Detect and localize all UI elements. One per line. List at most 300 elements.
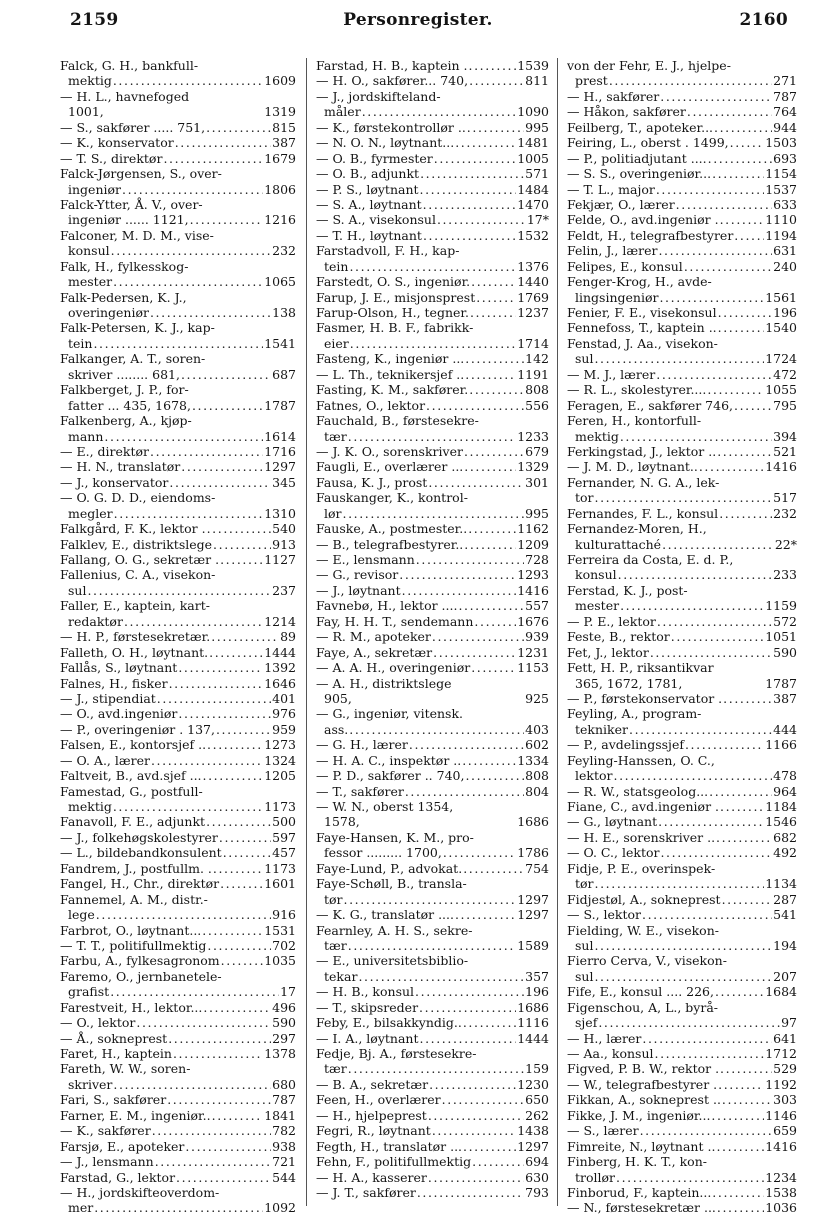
register-entry [567, 506, 797, 521]
entry-text: — T. L., major [567, 181, 655, 197]
leader-dots [122, 182, 263, 197]
entry-text: — L. Th., teknikersjef .. [316, 366, 465, 382]
page-reference: 17* [526, 212, 549, 228]
entry-text: Favnebø, H., lektor .... [316, 598, 458, 614]
register-entry [567, 320, 797, 335]
page-reference: 1230 [517, 1076, 549, 1092]
register-entry [60, 645, 296, 660]
leader-dots [181, 367, 271, 382]
register-entry [60, 1123, 296, 1138]
register-entry [316, 259, 549, 274]
register-entry: Feyling, A., program- [567, 706, 702, 722]
leader-dots [595, 490, 773, 505]
page-reference: 1154 [765, 166, 797, 182]
leader-dots [432, 1123, 516, 1138]
register-entry [567, 1170, 797, 1185]
register-entry [316, 475, 549, 490]
page-reference: 590 [272, 1015, 296, 1031]
page-reference: 345 [272, 474, 296, 490]
register-entry [60, 706, 296, 721]
leader-dots [716, 830, 772, 845]
entry-text: Fennefoss, T., kaptein .. [567, 320, 717, 336]
entry-text: Farbu, A., fylkesagronom [60, 953, 220, 969]
leader-dots [206, 814, 271, 829]
leader-dots [178, 660, 263, 675]
page-reference: 1684 [765, 984, 797, 1000]
register-entry [316, 398, 549, 413]
page-reference: 650 [525, 1092, 549, 1108]
entry-text: — S., lektor [567, 907, 642, 923]
entry-text: — K., førstekontrollør .. [316, 119, 466, 135]
register-entry [567, 784, 797, 799]
register-entry [567, 567, 797, 582]
leader-dots [202, 923, 263, 938]
page-reference: 1484 [517, 181, 549, 197]
register-entry: Fedje, Bj. A., førstesekre- [316, 1046, 477, 1061]
register-entry [60, 676, 296, 691]
page-reference: 1191 [517, 366, 549, 382]
leader-dots [723, 691, 772, 706]
leader-dots [463, 1015, 516, 1030]
page-reference: 916 [272, 907, 296, 923]
page-reference: 1376 [517, 258, 549, 274]
entry-text: — K. G., translatør .... [316, 907, 454, 923]
page-reference: 938 [272, 1138, 296, 1154]
entry-text: — J. T., sakfører [316, 1184, 416, 1200]
leader-dots [420, 1031, 517, 1046]
leader-dots [428, 1170, 524, 1185]
entry-text: Fimreite, N., løytnant .. [567, 1138, 716, 1154]
leader-dots [464, 537, 516, 552]
register-entry [567, 938, 797, 953]
leader-dots [349, 722, 524, 737]
register-entry [60, 429, 296, 444]
page-reference: 1541 [264, 335, 296, 351]
register-entry [567, 259, 797, 274]
leader-dots [358, 969, 524, 984]
entry-text: — P. S., løytnant [316, 181, 419, 197]
entry-text: Faugli, E., overlærer ... [316, 459, 464, 475]
entry-text: Fife, E., konsul .... 226, [567, 984, 714, 1000]
page-reference: 517 [773, 490, 797, 506]
register-entry [567, 290, 797, 305]
leader-dots [213, 537, 271, 552]
page-reference: 1329 [517, 459, 549, 475]
entry-text: Feiring, L., oberst . 1499, [567, 135, 729, 151]
entry-text: tær [324, 937, 347, 953]
leader-dots [173, 1046, 263, 1061]
page-reference: 1090 [517, 104, 549, 120]
leader-dots [433, 645, 516, 660]
entry-text: trollør [575, 1169, 616, 1185]
entry-text: tein [68, 335, 93, 351]
register-entry [316, 429, 549, 444]
register-entry: Falk-Petersen, K. J., kap- [60, 320, 215, 336]
entry-text: Feby, E., bilsakkyndig.. [316, 1015, 462, 1031]
leader-dots [685, 737, 764, 752]
register-entry [60, 629, 296, 644]
leader-dots [350, 336, 516, 351]
register-entry [316, 1092, 549, 1107]
leader-dots [614, 768, 773, 783]
page-reference: 1676 [517, 613, 549, 629]
entry-text: lør [324, 505, 342, 521]
register-entry [60, 845, 296, 860]
leader-dots [660, 89, 772, 104]
entry-text: Fay, H. H. T., sendemann [316, 613, 474, 629]
register-entry [316, 506, 549, 521]
entry-text: — Å., sokneprest [60, 1030, 168, 1046]
page-reference: 702 [272, 937, 296, 953]
page-reference: 1716 [264, 443, 296, 459]
entry-text: Fanavoll, F. E., adjunkt [60, 814, 206, 830]
entry-text: Fikkan, A., sokneprest .. [567, 1092, 721, 1108]
register-entry [316, 969, 549, 984]
entry-text: Faret, H., kaptein [60, 1046, 172, 1061]
page-reference: 1769 [517, 289, 549, 305]
entry-text: Falklev, E., distriktslege [60, 536, 213, 552]
entry-text: — H., lærer [567, 1030, 642, 1046]
entry-text: Fauske, A., postmester.. [316, 521, 468, 537]
entry-text: — S. A., løytnant [316, 196, 422, 212]
page-reference: 1679 [264, 150, 296, 166]
page-reference: 925 [525, 690, 549, 706]
entry-text: tær [324, 428, 347, 444]
entry-text: mester [575, 598, 620, 614]
register-entry: Farstadvoll, F. H., kap- [316, 243, 460, 259]
entry-text: 1001, [68, 104, 104, 120]
leader-dots [343, 506, 525, 521]
entry-text: — P., førstekonservator . [567, 690, 723, 706]
entry-text: — P., avdelingssjef [567, 737, 684, 753]
register-entry [60, 753, 296, 768]
page-reference: 787 [773, 88, 797, 104]
leader-dots [472, 1154, 524, 1169]
leader-dots [722, 1092, 772, 1107]
page-reference: 1646 [264, 675, 296, 691]
page-reference: 1481 [517, 135, 549, 151]
entry-text: fatter ... 435, 1678, [68, 397, 191, 413]
register-entry [567, 768, 797, 783]
page-reference: 1233 [517, 428, 549, 444]
entry-text: — T. T., politifullmektig [60, 937, 207, 953]
register-entry [60, 444, 296, 459]
leader-dots [455, 907, 516, 922]
page-reference: 1561 [765, 289, 797, 305]
register-entry [60, 923, 296, 938]
leader-dots [423, 197, 517, 212]
entry-text: Feldt, H., telegrafbestyrer [567, 227, 734, 243]
register-entry: — A. H., distriktslege [316, 675, 452, 691]
register-entry [60, 938, 296, 953]
leader-dots [437, 212, 526, 227]
register-entry [567, 799, 797, 814]
register-entry [567, 429, 797, 444]
page-reference: 764 [773, 104, 797, 120]
leader-dots [219, 830, 271, 845]
register-entry [316, 907, 549, 922]
page-reference: 1601 [264, 876, 296, 892]
leader-dots [714, 120, 772, 135]
page-reference: 1159 [765, 598, 797, 614]
register-entry [316, 1000, 549, 1015]
leader-dots [203, 1000, 271, 1015]
register-entry: Fauskanger, K., kontrol- [316, 490, 468, 506]
register-entry: Falkanger, A. T., soren- [60, 351, 206, 367]
page-reference: 572 [773, 613, 797, 629]
leader-dots [620, 429, 772, 444]
entry-text: — G. H., lærer [316, 737, 408, 753]
page-reference: 138 [272, 305, 296, 320]
page-reference: 976 [272, 706, 296, 722]
page-reference: 795 [773, 397, 797, 413]
leader-dots [169, 676, 264, 691]
leader-dots [650, 645, 772, 660]
register-entry [316, 722, 549, 737]
register-entry: Fierro Cerva, V., visekon- [567, 953, 727, 969]
leader-dots [415, 984, 524, 999]
register-entry: Falk-Pedersen, K. J., [60, 289, 187, 305]
entry-text: Fausa, K. J., prost [316, 474, 428, 490]
leader-dots [221, 953, 264, 968]
register-entry [567, 876, 797, 891]
leader-dots [402, 583, 517, 598]
entry-text: Faye-Lund, P., advokat. [316, 860, 463, 876]
page-reference: 1214 [264, 613, 296, 629]
page-reference: 1231 [517, 644, 549, 660]
register-entry: Falck-Jørgensen, S., over- [60, 166, 222, 182]
leader-dots [655, 1046, 765, 1061]
page-reference: 142 [525, 351, 549, 367]
page-reference: 939 [525, 629, 549, 645]
leader-dots [348, 1061, 524, 1076]
page-reference: 1416 [765, 459, 797, 475]
entry-text: — J. M. D., løytnant.. [567, 459, 698, 475]
leader-dots [642, 1031, 772, 1046]
register-entry [567, 490, 797, 505]
leader-dots [420, 166, 524, 181]
entry-text: Finborud, F., kaptein... [567, 1184, 712, 1200]
entry-text: Fatnes, O., lektor [316, 397, 426, 413]
entry-text: — L., bildebandkonsulent [60, 845, 222, 861]
register-entry [567, 151, 797, 166]
register-entry [567, 444, 797, 459]
register-entry [60, 691, 296, 706]
leader-dots [458, 598, 524, 613]
page-reference: 1538 [765, 1184, 797, 1200]
page-reference: 687 [272, 366, 296, 382]
register-entry: Feyling-Hanssen, O. C., [567, 752, 715, 768]
entry-text: Fenier, F. E., visekonsul [567, 305, 717, 320]
leader-dots [220, 876, 263, 891]
leader-dots [715, 984, 764, 999]
page-reference: 1209 [517, 536, 549, 552]
entry-text: mektig [575, 428, 619, 444]
leader-dots [216, 722, 271, 737]
register-entry: Fallenius, C. A., visekon- [60, 567, 216, 583]
page-reference: 387 [272, 135, 296, 151]
page-reference: 1184 [765, 799, 797, 814]
register-entry [316, 1139, 549, 1154]
entry-text: redaktør [68, 613, 123, 629]
page-reference: 472 [773, 366, 797, 382]
page-reference: 1293 [517, 567, 549, 583]
page-reference: 1055 [765, 382, 797, 398]
page-reference: 694 [525, 1154, 549, 1170]
entry-text: — H. E., sorenskriver .. [567, 829, 716, 845]
register-entry [567, 135, 797, 150]
entry-text: Feilberg, T., apoteker... [567, 119, 714, 135]
entry-text: — P., politiadjutant .... [567, 150, 707, 166]
page-reference: 721 [272, 1154, 296, 1170]
register-entry: Fidje, P. E., overinspek- [567, 860, 716, 876]
leader-dots [687, 104, 772, 119]
register-entry [60, 660, 296, 675]
page-reference: 1589 [517, 937, 549, 953]
leader-dots [207, 521, 272, 536]
register-entry [60, 1200, 296, 1215]
register-entry [60, 367, 296, 382]
entry-text: — J., folkehøgskolestyrer [60, 829, 218, 845]
leader-dots [708, 151, 773, 166]
page-reference: 556 [525, 397, 549, 413]
entry-text: Falkgård, F. K., lektor . [60, 521, 206, 537]
page-reference: 682 [773, 829, 797, 845]
page-reference: 1092 [264, 1200, 296, 1216]
register-entry [567, 1139, 797, 1154]
entry-text: — R. L., skolestyrer.... [567, 382, 707, 398]
page-reference: 693 [773, 150, 797, 166]
entry-text: — J., løytnant [316, 582, 401, 598]
register-entry [316, 1123, 549, 1138]
register-entry: Finberg, H. K. T., kon- [567, 1154, 707, 1170]
entry-text: eier [324, 335, 349, 351]
entry-text: Feen, H., overlærer [316, 1092, 441, 1108]
page-reference: 1297 [517, 891, 549, 907]
page-reference: 679 [525, 443, 549, 459]
leader-dots [699, 459, 764, 474]
page-reference: 597 [272, 829, 296, 845]
leader-dots [722, 892, 773, 907]
register-entry [60, 1031, 296, 1046]
leader-dots [432, 629, 524, 644]
register-entry [567, 614, 797, 629]
page-reference: 1444 [264, 644, 296, 660]
page-reference: 1036 [765, 1200, 797, 1216]
register-entry: Figenschou, A, L., byrå- [567, 999, 719, 1015]
page-reference: 233 [773, 567, 797, 583]
leader-dots [616, 1170, 764, 1185]
entry-text: — H. N., translatør [60, 459, 181, 475]
entry-text: Farbrot, O., løytnant... [60, 922, 202, 938]
leader-dots [443, 845, 516, 860]
entry-text: — H., sakfører [567, 88, 660, 104]
register-entry [60, 861, 296, 876]
entry-text: Farner, E. M., ingeniør.. [60, 1107, 211, 1123]
leader-dots [462, 753, 516, 768]
register-entry [316, 120, 549, 135]
entry-text: mester [68, 274, 113, 290]
leader-dots [150, 305, 271, 320]
leader-dots [110, 984, 279, 999]
page-reference: 1714 [517, 335, 549, 351]
register-entry: Falkberget, J. P., for- [60, 382, 189, 398]
leader-dots [96, 907, 271, 922]
entry-text: — O. A., lærer [60, 752, 150, 768]
page-reference: 457 [272, 845, 296, 861]
leader-dots [642, 907, 772, 922]
page-reference: 541 [773, 907, 797, 923]
register-entry [60, 212, 296, 227]
leader-dots [87, 583, 271, 598]
register-entry [60, 120, 296, 135]
register-entry: Fannemel, A. M., distr.- [60, 891, 208, 907]
leader-dots [405, 784, 524, 799]
page-reference: 1297 [517, 1138, 549, 1154]
entry-text: — H. A. C., inspektør .. [316, 752, 462, 768]
entry-text: — W., telegrafbestyrer . [567, 1076, 718, 1092]
leader-dots [712, 1185, 764, 1200]
page-reference: 1438 [517, 1123, 549, 1139]
entry-text: skriver [68, 1076, 113, 1092]
page-reference: 1440 [517, 274, 549, 290]
page-reference: 1392 [264, 660, 296, 676]
register-entry [60, 1015, 296, 1030]
page-reference: 492 [773, 845, 797, 861]
page-reference: 1712 [765, 1046, 797, 1061]
register-entry [316, 537, 549, 552]
page-reference: 540 [272, 521, 296, 537]
page-reference: 1116 [517, 1015, 549, 1031]
page-reference: 631 [773, 243, 797, 259]
page-reference: 159 [525, 1061, 549, 1077]
register-column-2 [316, 58, 549, 1200]
register-entry [316, 274, 549, 289]
entry-text: Felipes, E., konsul [567, 258, 683, 274]
page-title: Personregister. [343, 10, 493, 30]
leader-dots [163, 151, 263, 166]
leader-dots [476, 290, 516, 305]
entry-text: sul [575, 937, 594, 953]
entry-text: Fasteng, K., ingeniør ... [316, 351, 465, 367]
entry-text: måler [324, 104, 361, 120]
entry-text: — A. A. H., overingeniør [316, 660, 471, 676]
register-entry [60, 1108, 296, 1123]
register-entry [60, 475, 296, 490]
page-reference: 232 [773, 505, 797, 521]
register-entry [60, 876, 296, 891]
register-entry [316, 660, 549, 675]
page-reference: 1273 [264, 737, 296, 753]
entry-text: — G., revisor [316, 567, 399, 583]
entry-text: tør [575, 876, 594, 892]
leader-dots [656, 367, 772, 382]
register-entry [567, 1046, 797, 1061]
register-entry [567, 892, 797, 907]
register-entry [567, 89, 797, 104]
page-reference: 287 [773, 891, 797, 907]
leader-dots [734, 228, 764, 243]
leader-dots [717, 1200, 764, 1215]
register-entry [60, 583, 296, 598]
register-entry [567, 984, 797, 999]
entry-text: Fangel, H., Chr., direktør [60, 876, 220, 892]
leader-dots [113, 1077, 271, 1092]
leader-dots [595, 876, 765, 891]
column-divider [306, 58, 307, 1206]
leader-dots [468, 521, 516, 536]
register-entry [316, 768, 549, 783]
